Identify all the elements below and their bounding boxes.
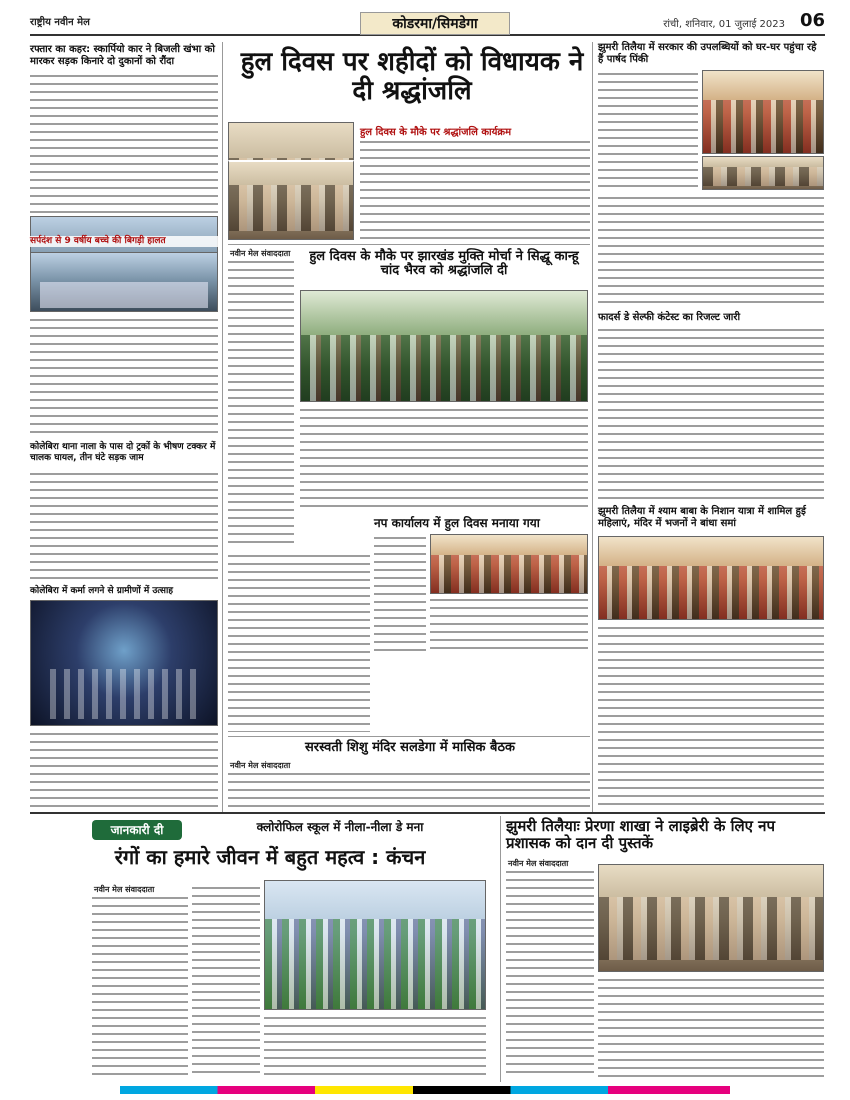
- paper-name: राष्ट्रीय नवीन मेल: [30, 17, 90, 28]
- library-donation-photo: [598, 864, 824, 972]
- left-top-headline: रफ्तार का कहर: स्कार्पियो कार ने बिजली खंभा को मारकर सड़क किनारे दो दुकानों को रौंदा: [30, 44, 215, 67]
- article-text: [598, 326, 824, 502]
- article-text: [264, 1014, 486, 1078]
- byline-colors: नवीन मेल संवाददाता: [94, 885, 155, 894]
- jmm-headline: हुल दिवस के मौके पर झारखंड मुक्ति मोर्चा ने सिद्धू कान्हू चांद भैरव को श्रद्धांजलि दी: [309, 249, 579, 279]
- byline-library: नवीन मेल संवाददाता: [508, 859, 569, 868]
- article-text: [598, 976, 824, 1078]
- lead-headline: हुल दिवस पर शहीदों को विधायक ने दी श्रद्धांजलि: [240, 47, 584, 106]
- chlorofil-kicker: क्लोरोफिल स्कूल में नीला-नीला डे मना: [256, 820, 424, 834]
- hospital-photo: [30, 252, 218, 312]
- article-text: [30, 316, 218, 438]
- snake-bite-headline: सर्पदंश से 9 वर्षीय बच्चे की बिगड़ी हालत: [30, 236, 218, 247]
- section-divider: [30, 812, 825, 814]
- school-kids-photo: [264, 880, 486, 1010]
- np-office-photo: [430, 534, 588, 594]
- article-text: [430, 596, 588, 654]
- right-top-headline: झुमरी तिलैया में सरकार की उपलब्धियों को घर-घर पहुंचा रहे हैं पार्षद पिंकी: [598, 42, 817, 65]
- masthead: [30, 12, 825, 36]
- article-text: [228, 258, 294, 548]
- print-registration-marks: [120, 1086, 730, 1094]
- column-rule: [500, 816, 501, 1082]
- article-text: [92, 894, 188, 1078]
- jankari-tag: जानकारी दी: [92, 820, 182, 840]
- temple-headline: झुमरी तिलैया में श्याम बाबा के निशान यात्रा में शामिल हुई महिलाएं, मंदिर में भजनों ने बांधा समां: [598, 506, 806, 529]
- culture-headline: कोलेबिरा में कर्मा लगने से ग्रामीणों में उत्साह: [30, 586, 174, 596]
- saraswati-headline: सरस्वती शिशु मंदिर सलडेगा में मासिक बैठक: [305, 740, 515, 755]
- lead-kicker: हुल दिवस के मौके पर श्रद्धांजलि कार्यक्रम: [360, 127, 512, 138]
- byline-simdega: नवीन मेल संवाददाता: [230, 249, 291, 258]
- article-text: [30, 730, 218, 808]
- section-title: कोडरमा/सिमडेगा: [360, 12, 510, 35]
- colors-headline: रंगों का हमारे जीवन में बहुत महत्व : कंचन: [114, 845, 426, 869]
- divider: [228, 244, 590, 245]
- article-text: [228, 552, 370, 732]
- temple-photo: [598, 536, 824, 620]
- article-text: [360, 138, 590, 240]
- article-text: [192, 884, 260, 1078]
- byline-saraswati: नवीन मेल संवाददाता: [230, 761, 291, 770]
- article-text: [598, 624, 824, 808]
- column-rule: [222, 42, 223, 812]
- column-rule: [592, 42, 593, 812]
- stage-performance-photo: [30, 600, 218, 726]
- councillor-photo-2: [702, 156, 824, 190]
- fathers-day-headline: फादर्स डे सेल्फी कंटेस्ट का रिजल्ट जारी: [598, 312, 741, 323]
- article-text: [374, 534, 426, 654]
- library-headline: झुमरी तिलैयाः प्रेरणा शाखा ने लाइब्रेरी के लिए नप प्रशासक को दान दी पुस्तकें: [506, 817, 776, 852]
- article-text: [598, 194, 824, 308]
- councillor-photo-1: [702, 70, 824, 154]
- article-text: [30, 72, 218, 214]
- lead-photo-2: [228, 160, 354, 240]
- divider: [228, 736, 590, 737]
- np-office-headline: नप कार्यालय में हुल दिवस मनाया गया: [374, 516, 540, 530]
- page-number: 06: [799, 10, 825, 31]
- article-text: [228, 770, 590, 808]
- article-text: [300, 406, 588, 512]
- article-text: [30, 470, 218, 582]
- article-text: [598, 70, 698, 190]
- truck-collision-headline: कोलेबिरा थाना नाला के पास दो ट्रकों के भीषण टक्कर में चालक घायल, तीन घंटे सड़क जाम: [30, 442, 216, 463]
- article-text: [506, 868, 594, 1078]
- dateline: रांची, शनिवार, 01 जुलाई 2023: [663, 19, 785, 30]
- jmm-tribute-photo: [300, 290, 588, 402]
